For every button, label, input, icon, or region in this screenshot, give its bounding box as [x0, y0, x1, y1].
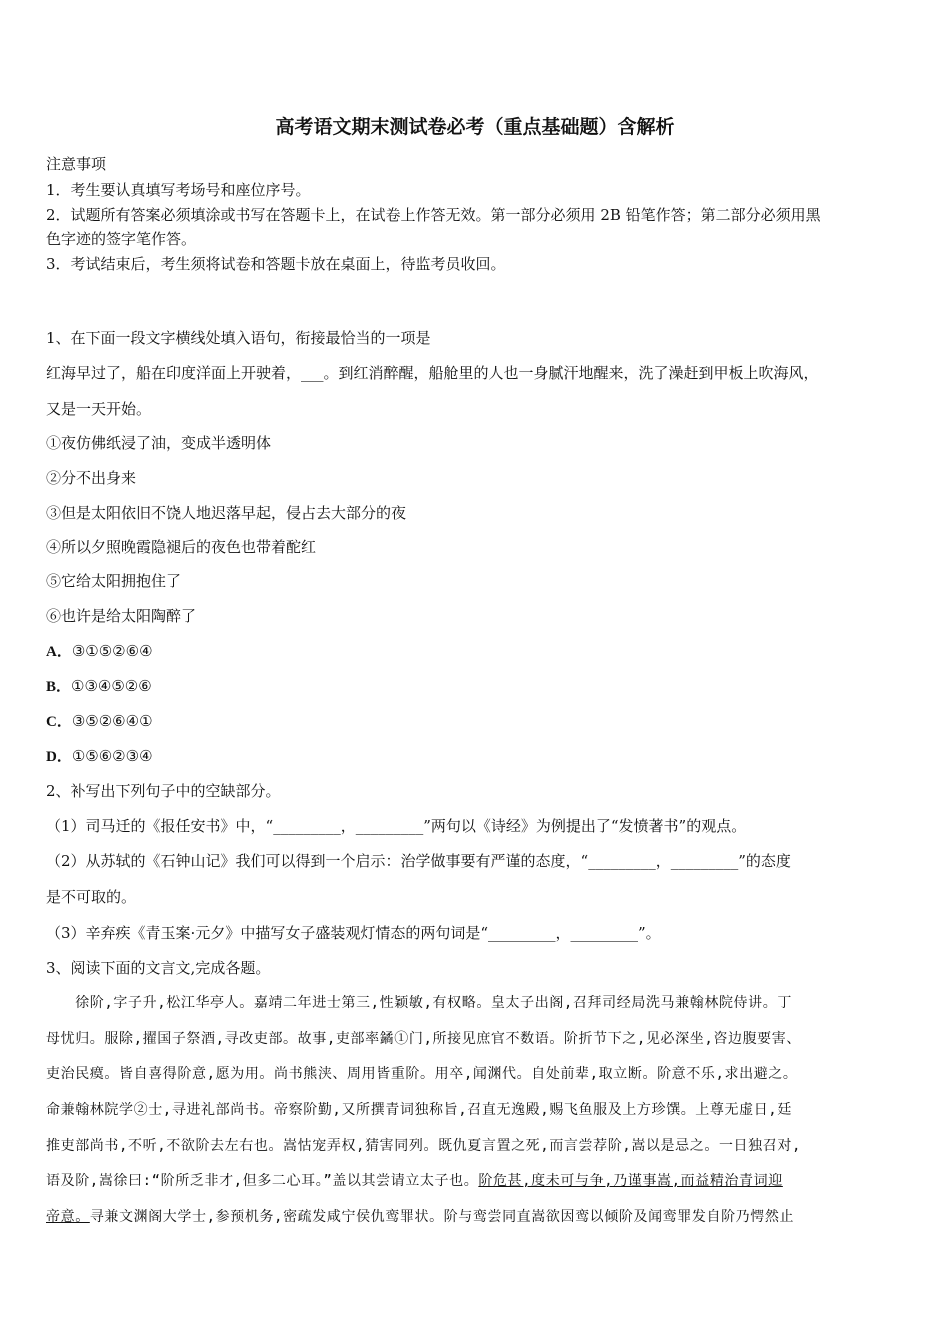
notice-item-1: 1．考生要认真填写考场号和座位序号。	[46, 181, 311, 199]
notice-item-2-cont: 色字迹的签字笔作答。	[46, 230, 197, 248]
q3-passage-line-1: 徐阶,字子升,松江华亭人。嘉靖二年进士第三,性颖敏,有权略。皇太子出阁,召拜司经局洗马兼翰林院侍讲。丁	[46, 995, 792, 1011]
option-letter: C．	[46, 714, 72, 730]
option-letter: A．	[46, 644, 72, 660]
q1-sentence-6: ⑥也许是给太阳陶醉了	[46, 607, 197, 625]
q1-option-d	[46, 746, 153, 767]
q3-passage-line-2: 母忧归。服除,擢国子祭酒,寻改吏部。故事,吏部率鐍①门,所接见庶官不数语。阶折节下之,见必深坐,咨边腹要害、	[46, 1031, 801, 1047]
q3-stem: 3、阅读下面的文言文,完成各题。	[46, 959, 271, 977]
notice-item-2: 2．试题所有答案必须填涂或书写在答题卡上，在试卷上作答无效。第一部分必须用 2B 铅笔作答；第二部分必须用黑	[46, 206, 821, 224]
q2-line-3: （3）辛弃疾《青玉案·元夕》中描写女子盛装观灯情态的两句词是“_________，_________”。	[46, 924, 661, 942]
q1-sentence-1: ①夜仿佛纸浸了油，变成半透明体	[46, 434, 272, 452]
option-text: ①⑤⑥②③④	[71, 747, 153, 765]
q1-sentence-5: ⑤它给太阳拥抱住了	[46, 572, 182, 590]
q1-option-b	[46, 676, 152, 697]
q3-passage-line-5: 推吏部尚书,不听,不欲阶去左右也。嵩怙宠弄权,猜害同列。既仇夏言置之死,而言尝荐阶,嵩以是忌之。一日独召对,	[46, 1138, 801, 1154]
q3-passage-line-3: 吏治民瘼。皆自喜得阶意,愿为用。尚书熊浃、周用皆重阶。用卒,闻渊代。自处前辈,取立断。阶意不乐,求出避之。	[46, 1066, 798, 1082]
q2-line-2: （2）从苏轼的《石钟山记》我们可以得到一个启示：治学做事要有严谨的态度，“_________，_________”的态度	[46, 852, 791, 870]
q2-stem: 2、补写出下列句子中的空缺部分。	[46, 782, 281, 800]
q1-sentence-3: ③但是太阳依旧不饶人地迟落早起，侵占去大部分的夜	[46, 504, 407, 522]
q3-passage-line-6	[46, 1171, 783, 1191]
option-text: ③⑤②⑥④①	[71, 712, 153, 730]
q3-underlined-sentence-cont: 帝意。	[46, 1209, 90, 1225]
q1-passage-line-2: 又是一天开始。	[46, 400, 152, 418]
notice-heading: 注意事项	[46, 155, 107, 173]
option-text: ①③④⑤②⑥	[71, 677, 152, 695]
q2-line-1: （1）司马迁的《报任安书》中，“_________，_________”两句以《诗经》为例提出了“发愤著书”的观点。	[46, 817, 747, 835]
q3-passage-text: 寻兼文渊阁大学士,参预机务,密疏发咸宁侯仇鸾罪状。阶与鸾尝同直嵩欲因鸾以倾阶及闻鸾罪发自阶乃愕然止	[89, 1209, 795, 1225]
q3-passage-line-4: 命兼翰林院学②士,寻进礼部尚书。帝察阶勤,又所撰青词独称旨,召直无逸殿,赐飞鱼服及上方珍馔。上尊无虚日,廷	[46, 1102, 792, 1118]
notice-item-3: 3．考试结束后，考生须将试卷和答题卡放在桌面上，待监考员收回。	[46, 255, 506, 273]
option-letter: D．	[46, 749, 72, 765]
q1-stem: 1、在下面一段文字横线处填入语句，衔接最恰当的一项是	[46, 329, 431, 347]
q3-underlined-sentence: 阶危甚,度未可与争,乃谨事嵩,而益精治青词迎	[478, 1173, 783, 1189]
page-title: 高考语文期末测试卷必考（重点基础题）含解析	[275, 116, 675, 138]
q3-passage-line-7	[46, 1207, 794, 1227]
q2-line-2-cont: 是不可取的。	[46, 888, 137, 906]
option-letter: B．	[46, 679, 72, 695]
q1-option-a	[46, 641, 153, 662]
q1-option-c	[46, 711, 153, 732]
option-text: ③①⑤②⑥④	[71, 642, 153, 660]
q1-sentence-4: ④所以夕照晚霞隐褪后的夜色也带着酡红	[46, 538, 317, 556]
q3-passage-text: 语及阶,嵩徐曰:“阶所乏非才,但多二心耳。”盖以其尝请立太子也。	[46, 1173, 479, 1189]
q1-passage-line-1: 红海早过了，船在印度洋面上开驶着，___。到红消醉醒，船舱里的人也一身腻汗地醒来，洗了澡赶到甲板上吹海风，	[46, 364, 819, 382]
q1-sentence-2: ②分不出身来	[46, 469, 137, 487]
